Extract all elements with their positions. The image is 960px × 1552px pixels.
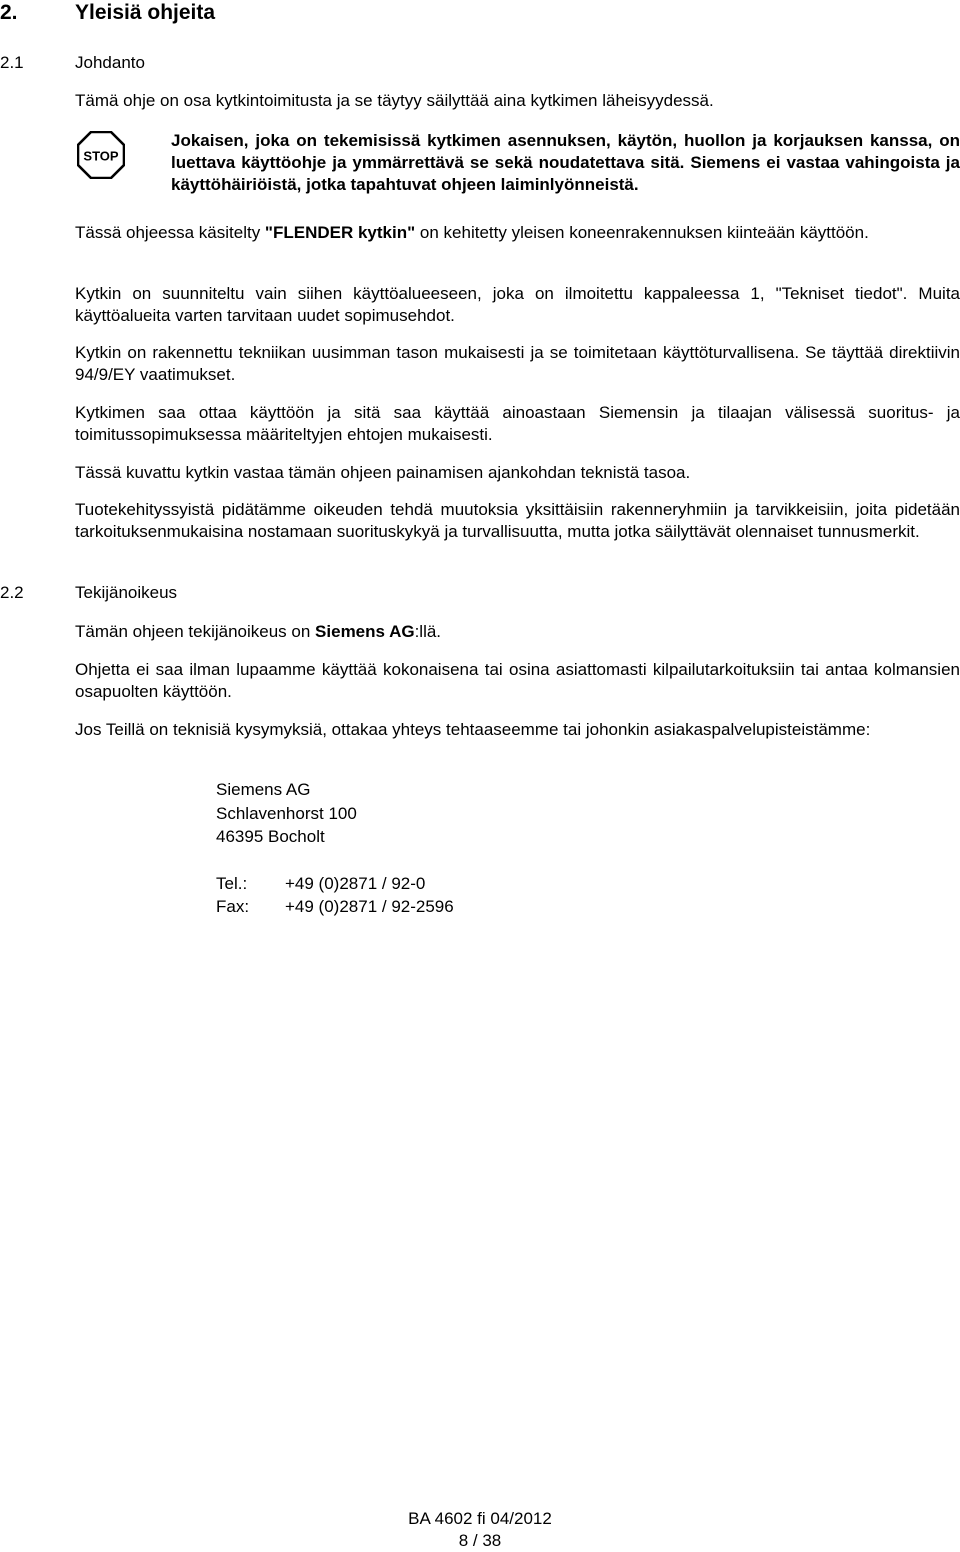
phone-value: +49 (0)2871 / 92-0: [285, 874, 426, 893]
address-line: 46395 Bocholt: [216, 827, 325, 846]
paragraph: Jos Teillä on teknisiä kysymyksiä, ottakaa yhteys tehtaaseemme tai johonkin asiakaspalvelupisteistämme:: [75, 720, 871, 739]
paragraph: Kytkimen saa ottaa käyttöön ja sitä saa käyttää ainoastaan Siemensin ja tilaajan välisessä suoritus- ja toimitussopimuksessa määriteltyjen ehtojen mukaisesti.: [75, 403, 960, 444]
fax-value: +49 (0)2871 / 92-2596: [285, 897, 454, 916]
paragraph: Tuotekehityssyistä pidätämme oikeuden tehdä muutoksia yksittäisiin rakenneryhmiin ja tarvikkeisiin, joita pidetään tarkoituksenmukaisina nostamaan suorituskykyä ja turvallisuutta, mutta jotka säilyttävät olennaiset tunnusmerkit.: [75, 500, 960, 541]
phone-row: [216, 872, 454, 895]
section-number: 2.1: [0, 53, 24, 72]
section-title: Tekijänoikeus: [75, 583, 178, 602]
address-line: Siemens AG: [216, 780, 311, 799]
fax-row: [216, 895, 454, 918]
page-number: 8 / 38: [458, 1531, 502, 1550]
phone-label: Tel.:: [216, 874, 248, 893]
document-reference: BA 4602 fi 04/2012: [408, 1509, 552, 1528]
intro-paragraph: Tämä ohje on osa kytkintoimitusta ja se täytyy säilyttää aina kytkimen läheisyydessä.: [75, 91, 714, 110]
stop-sign-icon: [77, 131, 125, 179]
paragraph: Kytkin on rakennettu tekniikan uusimman tason mukaisesti ja se toimitetaan käyttöturvallisena. Se täyttää direktiivin 94/9/EY vaatimukset.: [75, 343, 960, 384]
fax-label: Fax:: [216, 897, 250, 916]
contact-block: [216, 872, 454, 918]
paragraph: Ohjetta ei saa ilman lupaamme käyttää kokonaisena tai osina asiattomasti kilpailutarkoituksiin tai antaa kolmansien osapuolten käyttöön.: [75, 660, 960, 701]
paragraph: Tässä kuvattu kytkin vastaa tämän ohjeen painamisen ajankohdan teknistä tasoa.: [75, 463, 691, 482]
stop-sign-label: STOP: [83, 148, 119, 164]
chapter-number: 2.: [0, 1, 18, 24]
warning-paragraph: Jokaisen, joka on tekemisissä kytkimen asennuksen, käytön, huollon ja korjauksen kanssa, on luettava käyttöohje ja ymmärrettävä se sekä noudatettava sitä. Siemens ei vastaa vahingoista ja käyttöhäiriöistä, jotka tapahtuvat ohjeen laiminlyönneistä.: [171, 131, 960, 194]
paragraph: Kytkin on suunniteltu vain siihen käyttöalueeseen, joka on ilmoitettu kappaleessa 1, "Tekniset tiedot". Muita käyttöalueita varten tarvitaan uudet sopimusehdot.: [75, 284, 960, 325]
address-block: [216, 778, 357, 849]
section-title: Johdanto: [75, 53, 145, 72]
section-number: 2.2: [0, 583, 24, 602]
paragraph: Tämän ohjeen tekijänoikeus on Siemens AG:llä.: [75, 622, 442, 641]
chapter-title: Yleisiä ohjeita: [75, 1, 216, 24]
address-line: Schlavenhorst 100: [216, 803, 357, 823]
paragraph: Tässä ohjeessa käsitelty "FLENDER kytkin" on kehitetty yleisen koneenrakennuksen kiinteään käyttöön.: [75, 223, 869, 242]
